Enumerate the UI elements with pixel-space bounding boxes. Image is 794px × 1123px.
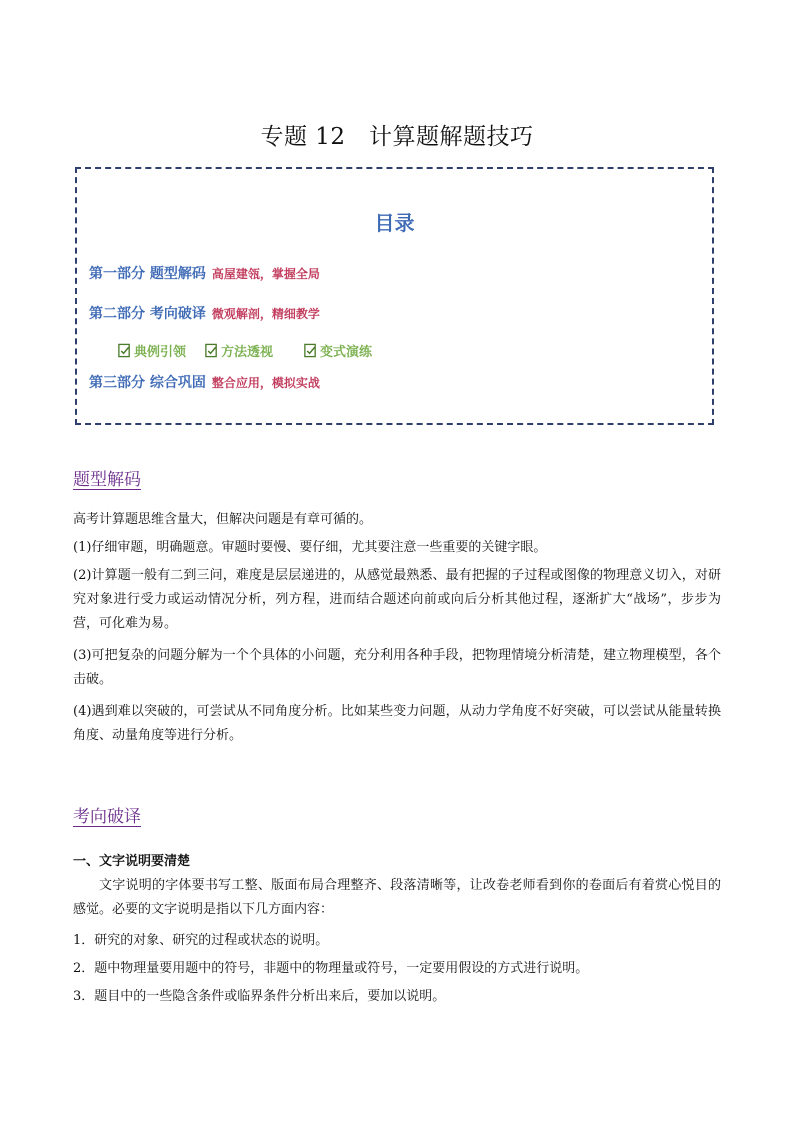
toc-subitem-methods[interactable] [204, 341, 273, 360]
toc-part-tag: 微观解剖，精细教学 [211, 307, 320, 321]
page-title: 专题 12 计算题解题技巧 [260, 124, 534, 150]
section-heading-decode: 题型解码 [73, 470, 141, 490]
table-of-contents [75, 167, 714, 425]
section-heading-analysis: 考向破译 [73, 807, 141, 827]
subsection-heading: 一、文字说明要清楚 [73, 854, 191, 869]
paragraph: (3)可把复杂的问题分解为一个个具体的小问题，充分利用各种手段，把物理情境分析清楚，建立物理模型，各个击破。 [73, 648, 721, 687]
toc-subitem-examples[interactable] [117, 341, 186, 360]
checked-note-icon [204, 343, 219, 358]
list-item: 2．题中物理量要用题中的符号，非题中的物理量或符号，一定要用假设的方式进行说明。 [73, 961, 589, 976]
toc-subitem-practice[interactable] [303, 341, 372, 360]
toc-part-3[interactable] [89, 372, 320, 392]
toc-part-1[interactable] [89, 263, 320, 283]
toc-subitem-label: 变式演练 [320, 345, 373, 360]
toc-part-label: 第一部分 题型解码 [89, 266, 206, 282]
toc-subitem-label: 方法透视 [221, 345, 274, 360]
toc-part-2[interactable] [89, 303, 320, 323]
paragraph: 文字说明的字体要书写工整、版面布局合理整齐、段落清晰等，让改卷老师看到你的卷面后有着赏心悦目的感觉。必要的文字说明是指以下几方面内容： [73, 878, 721, 917]
checked-note-icon [117, 343, 132, 358]
list-item: 3．题目中的一些隐含条件或临界条件分析出来后，要加以说明。 [73, 989, 446, 1004]
paragraph: (4)遇到难以突破的，可尝试从不同角度分析。比如某些变力问题，从动力学角度不好突破，可以尝试从能量转换角度、动量角度等进行分析。 [73, 704, 721, 743]
list-item: 1．研究的对象、研究的过程或状态的说明。 [73, 933, 329, 948]
paragraph: (2)计算题一般有二到三问，难度是层层递进的，从感觉最熟悉、最有把握的子过程或图像的物理意义切入，对研究对象进行受力或运动情况分析，列方程，进而结合题述向前或向后分析其他过程，逐渐扩大“战场”，步步为营，可化难为易。 [73, 568, 721, 631]
toc-part-label: 第二部分 考向破译 [89, 306, 206, 322]
toc-part-label: 第三部分 综合巩固 [89, 375, 206, 391]
toc-part-tag: 整合应用，模拟实战 [211, 376, 320, 390]
toc-subitem-label: 典例引领 [134, 345, 187, 360]
toc-subitems [117, 341, 372, 360]
toc-heading: 目录 [374, 211, 415, 235]
checked-note-icon [303, 343, 318, 358]
paragraph: (1)仔细审题，明确题意。审题时要慢、要仔细，尤其要注意一些重要的关键字眼。 [73, 540, 547, 555]
paragraph: 高考计算题思维含量大，但解决问题是有章可循的。 [73, 512, 373, 527]
toc-part-tag: 高屋建瓴，掌握全局 [211, 267, 320, 281]
